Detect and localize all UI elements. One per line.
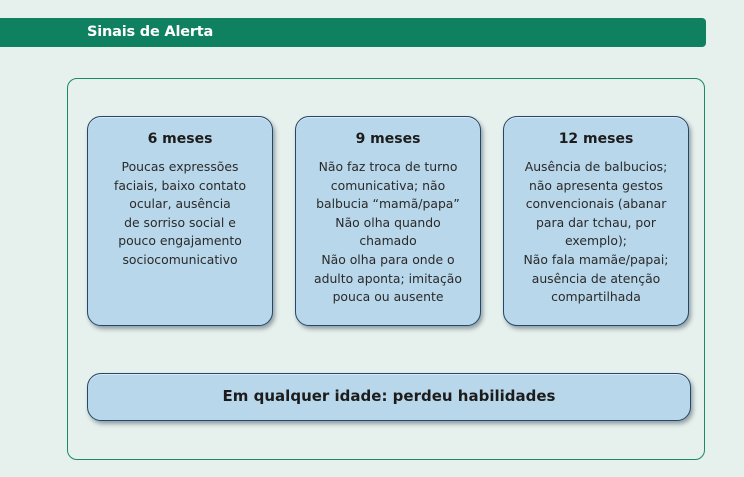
card-text: Não faz troca de turno comunicativa; não balbucia “mamã/papa” Não olha quando chamado Não olha para onde o adulto aponta; imitação pouca ou ausente [314, 159, 462, 305]
header-bar [0, 18, 706, 47]
card-title: 12 meses [558, 131, 634, 147]
card-12-meses [503, 116, 689, 326]
card-title: 6 meses [147, 131, 213, 147]
header-title: Sinais de Alerta [87, 24, 214, 40]
card-text: Poucas expressões faciais, baixo contato ocular, ausência de sorriso social e pouco engajamento sociocomunicativo [113, 159, 247, 267]
any-age-warning: Em qualquer idade: perdeu habilidades [87, 373, 691, 421]
card-title: 9 meses [355, 131, 421, 147]
card-6-meses [87, 116, 273, 326]
card-text: Ausência de balbucios; não apresenta gestos convencionais (abanar para dar tchau, por exemplo); Não fala mamãe/papai; ausência de atenção compartilhada [523, 159, 669, 305]
card-9-meses [295, 116, 481, 326]
